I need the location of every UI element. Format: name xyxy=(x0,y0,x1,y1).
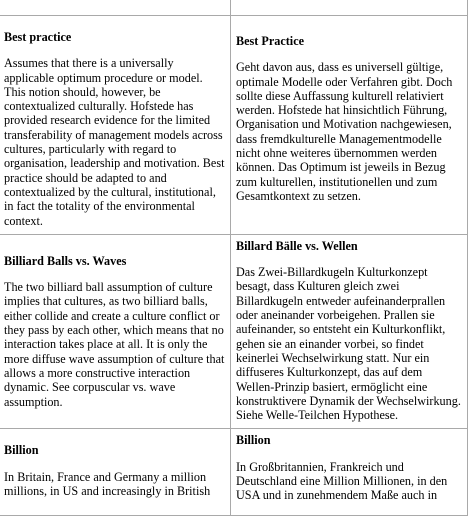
german-cell xyxy=(231,234,468,429)
english-definition: In Britain, France and Germany a million millions, in US and increasingly in British xyxy=(4,469,211,499)
german-cell xyxy=(231,0,468,16)
english-definition: Assumes that there is a universally applicable optimum procedure or model. This notion should, however, be contextualized culturally. Hofstede has provided research evidence for the limited transferability of management models across cultures, particularly with regard to organisation, leadership and motivation. Best practice should be adapted to and contextualized by the cultural, institutional, in fact the totality of the environmental context. xyxy=(4,56,225,228)
german-definition: Geht davon aus, dass es universell gültige, optimale Modelle oder Verfahren gibt. Doch sollte diese Auffassung kulturell relativiert werden. Hofstede hat hinsichtlich Führung, Organisation und Motivation nachgewiesen, dass fremdkulturelle Managementmodelle nicht ohne weiteres übernommen werden können. Das Optimum ist jeweils in Bezug zum kulturellen, institutionellen und zum Gesamtkontext zu setzen. xyxy=(236,60,453,203)
english-cell xyxy=(0,0,231,16)
english-cell xyxy=(0,429,231,516)
german-term: Billard Bälle vs. Wellen xyxy=(236,238,358,253)
english-definition: The two billiard ball assumption of culture implies that cultures, as two billiard balls, either collide and create a culture conflict or they pass by each other, which means that no interaction takes place at all. It is only the more diffuse wave assumption of culture that allows a more constructive interaction dynamic. See corpuscular vs. wave assumption. xyxy=(4,280,225,409)
german-definition xyxy=(236,0,463,1)
german-cell xyxy=(231,16,468,235)
german-cell xyxy=(231,429,468,516)
german-term: Billion xyxy=(236,433,271,448)
english-definition xyxy=(4,0,226,1)
english-cell xyxy=(0,234,231,429)
table-row xyxy=(0,429,468,516)
table-row xyxy=(0,0,468,16)
german-definition: Das Zwei-Billardkugeln Kulturkonzept besagt, dass Kulturen gleich zwei Billardkugeln entweder aufeinanderprallen oder aneinander vorbeigehen. Prallen sie aufeinander, so entsteht ein Kulturkonflikt, gehen sie an einander vorbei, so findet keinerlei Wechselwirkung statt. Nur ein diffuseres Kulturkonzept, das auf dem Wellen-Prinzip basiert, ermöglicht eine konstruktivere Dynamik der Wechselwirkung. Siehe Welle-Teilchen Hypothese. xyxy=(236,265,461,423)
table-row xyxy=(0,234,468,429)
german-definition: In Großbritannien, Frankreich und Deutschland eine Million Millionen, in den USA und in zunehmendem Maße auch in xyxy=(236,459,448,503)
english-term: Billion xyxy=(4,443,39,458)
german-term: Best Practice xyxy=(236,34,305,48)
english-term: Best practice xyxy=(4,30,72,44)
english-term: Billiard Balls vs. Waves xyxy=(4,253,127,268)
table-row xyxy=(0,16,468,235)
english-cell xyxy=(0,16,231,235)
